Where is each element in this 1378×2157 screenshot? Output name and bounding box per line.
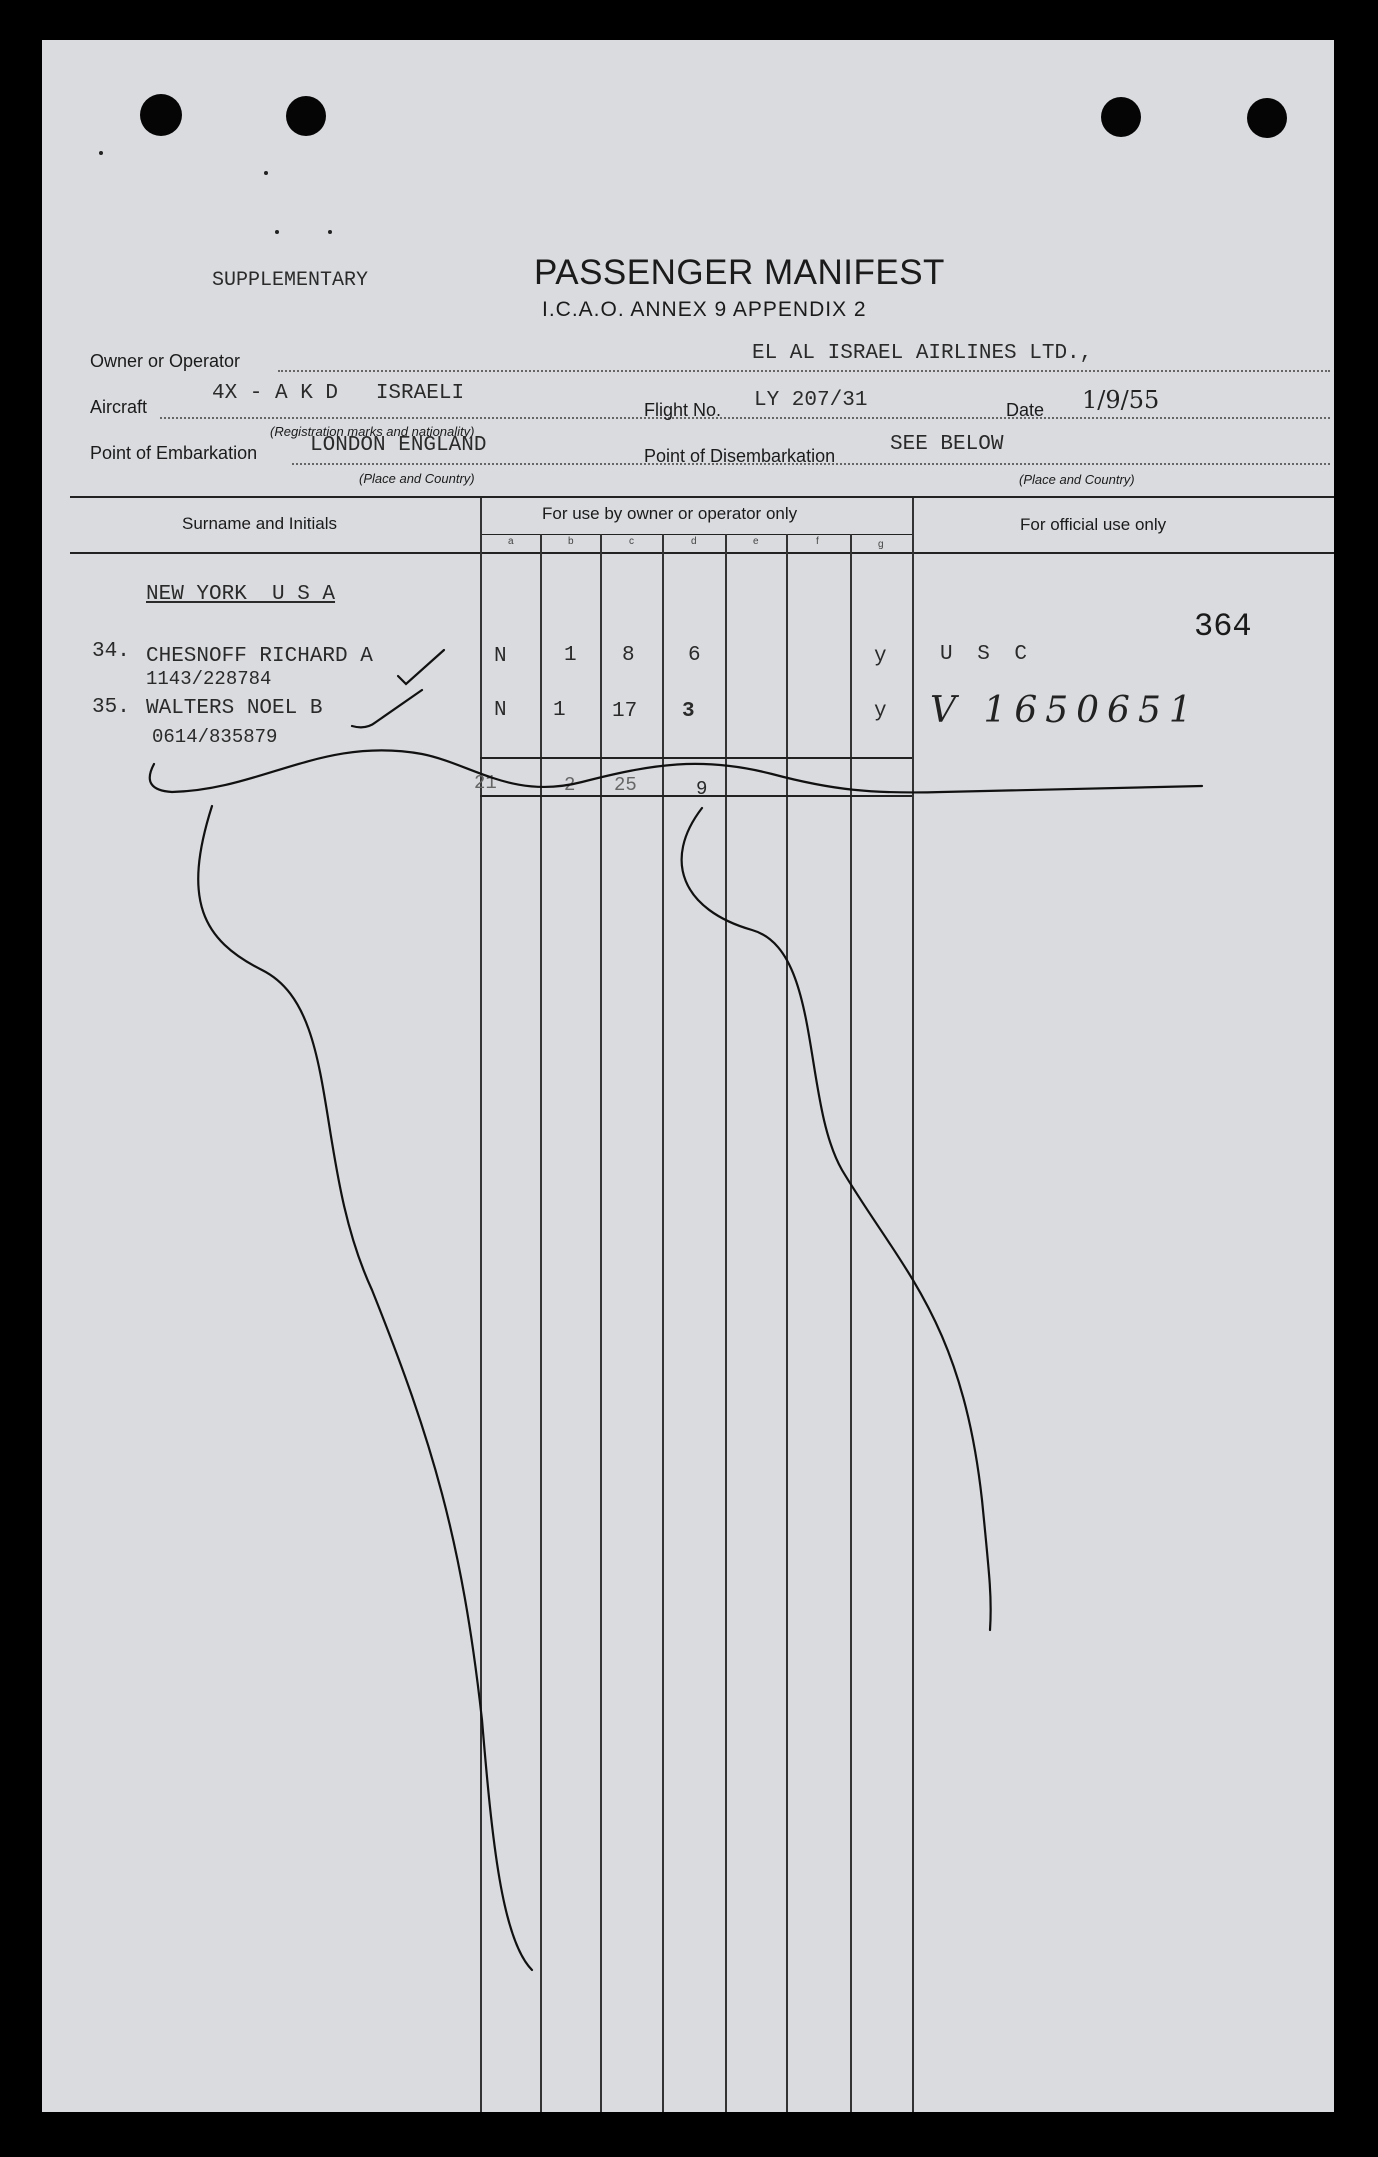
- disembarkation-label: Point of Disembarkation: [644, 446, 836, 466]
- cell-b: 1: [564, 644, 577, 667]
- aircraft-value: 4X - A K D ISRAELI: [212, 382, 465, 405]
- long-loop-right: [682, 808, 991, 1630]
- subcol-a: a: [508, 536, 514, 547]
- cell-g: y: [874, 700, 887, 723]
- total-b: 2: [564, 774, 576, 796]
- embarkation-label: Point of Embarkation: [90, 443, 258, 463]
- surname-header: Surname and Initials: [182, 514, 337, 533]
- wavy-strike: [150, 750, 1202, 792]
- check-mark: [398, 650, 444, 684]
- long-loop-left: [198, 806, 532, 1970]
- manifest-title: PASSENGER MANIFEST: [534, 253, 945, 292]
- cell-b: 1: [553, 699, 566, 722]
- embarkation-value: LONDON ENGLAND: [310, 434, 487, 457]
- cell-d: 3: [682, 700, 695, 723]
- subcol-c: c: [629, 536, 634, 547]
- official-note: U S C: [940, 643, 1034, 666]
- check-mark: [352, 690, 422, 727]
- date-label: Date: [1006, 400, 1045, 420]
- disembarkation-caption: (Place and Country): [1019, 472, 1135, 487]
- owner-use-header: For use by owner or operator only: [542, 504, 798, 523]
- destination-heading: NEW YORK U S A: [146, 583, 336, 606]
- total-c: 25: [614, 774, 637, 796]
- total-d: 9: [696, 778, 708, 800]
- official-use-header: For official use only: [1020, 515, 1167, 534]
- cell-d: 6: [688, 644, 701, 667]
- flight-label: Flight No.: [644, 400, 722, 420]
- subcol-e: e: [753, 536, 759, 547]
- pen-strokes: [42, 40, 1334, 2112]
- subcol-f: f: [816, 536, 819, 547]
- page-number: 364: [1194, 608, 1252, 645]
- passenger-name: WALTERS NOEL B: [146, 697, 323, 720]
- row-number: 34.: [92, 640, 130, 663]
- registration-caption: (Registration marks and nationality): [270, 424, 475, 439]
- manifest-sheet: [42, 40, 1334, 2112]
- subcol-b: b: [568, 536, 574, 547]
- manifest-subtitle: I.C.A.O. ANNEX 9 APPENDIX 2: [542, 298, 867, 321]
- total-a: 21: [474, 772, 497, 794]
- cell-c: 17: [612, 700, 638, 723]
- subcol-g: g: [878, 539, 884, 550]
- subcol-d: d: [691, 536, 697, 547]
- date-value: 1/9/55: [1082, 386, 1160, 414]
- supplementary-label: SUPPLEMENTARY: [212, 269, 369, 292]
- disembarkation-value: SEE BELOW: [890, 433, 1004, 456]
- ticket-number: 0614/835879: [152, 726, 278, 748]
- aircraft-label: Aircraft: [90, 397, 148, 417]
- cell-a: N: [494, 699, 507, 722]
- embarkation-caption: (Place and Country): [359, 471, 475, 486]
- cell-c: 8: [622, 644, 635, 667]
- row-number: 35.: [92, 696, 130, 719]
- official-handwritten-number: V 1650651: [930, 690, 1200, 731]
- owner-value: EL AL ISRAEL AIRLINES LTD.,: [752, 342, 1093, 365]
- ticket-number: 1143/228784: [146, 668, 272, 690]
- cell-g: y: [874, 645, 887, 668]
- flight-value: LY 207/31: [754, 389, 868, 412]
- passenger-name: CHESNOFF RICHARD A: [146, 645, 373, 668]
- owner-label: Owner or Operator: [90, 351, 241, 371]
- cell-a: N: [494, 645, 507, 668]
